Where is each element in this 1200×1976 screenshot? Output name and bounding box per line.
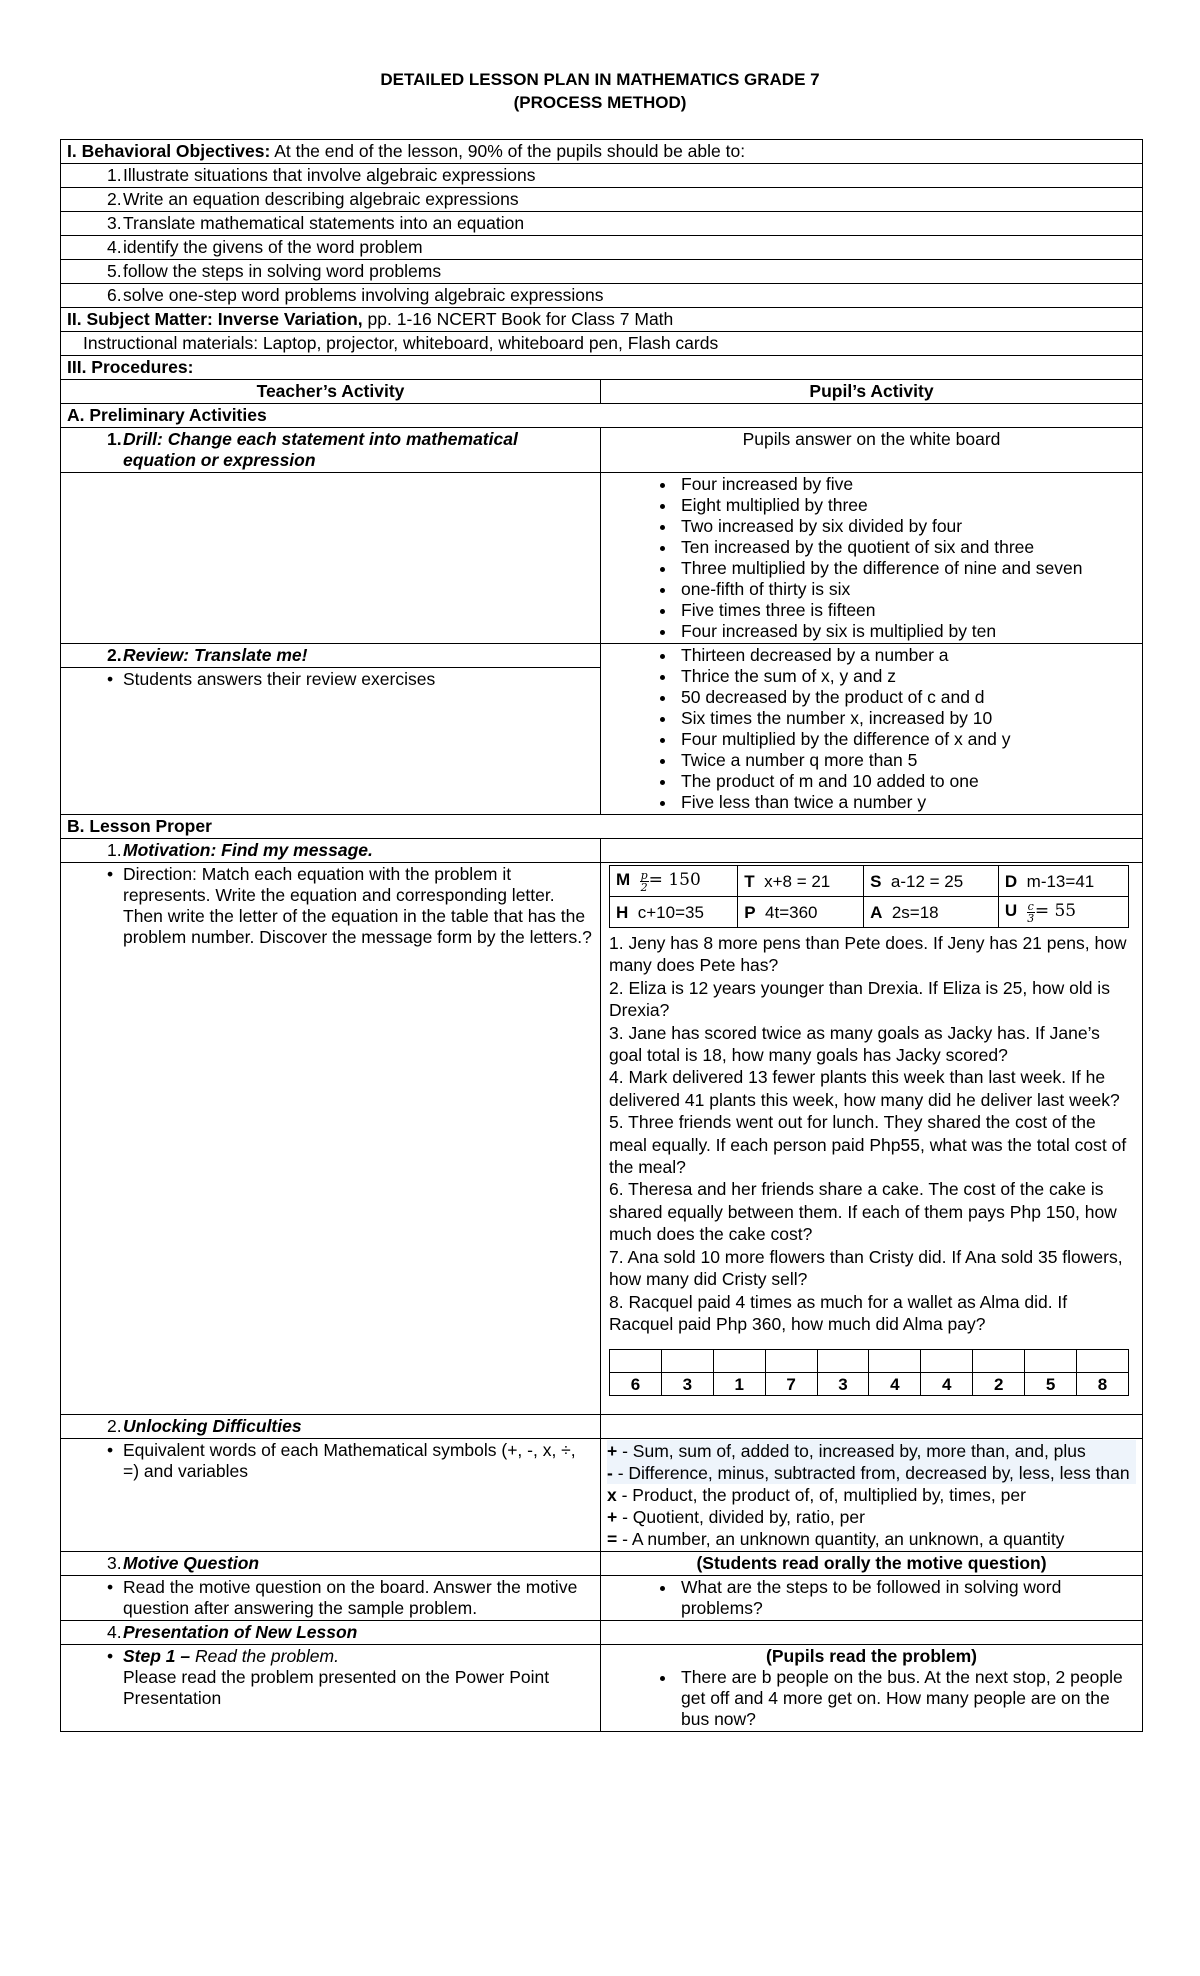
answer-number-row [610, 1373, 1129, 1396]
unlocking-row [61, 1415, 1143, 1439]
list-item: • There are b people on the bus. At the next stop, 2 people get off and 4 more get on. How many people are on the bus now? [677, 1667, 1136, 1730]
key-letter: T [744, 871, 755, 891]
symbol-words: - Difference, minus, subtracted from, decreased by, less, less than [612, 1463, 1130, 1484]
answer-number-cell: 3 [661, 1373, 713, 1396]
objective-row: 4. identify the givens of the word problem [61, 236, 1143, 260]
symbol-row [607, 1484, 1136, 1506]
motivation-title: Motivation: Find my message. [123, 840, 373, 860]
objective-row: 1. Illustrate situations that involve algebraic expressions [61, 164, 1143, 188]
review-teacher-activity: Students answers their review exercises [123, 669, 436, 689]
word-problem: 8. Racquel paid 4 times as much for a wallet as Alma did. If Racquel paid Php 360, how much did Alma pay? [609, 1291, 1068, 1334]
unlocking-teacher-activity: Equivalent words of each Mathematical symbols (+, -, x, ÷, =) and variables [123, 1440, 576, 1482]
answer-letter-cell[interactable] [765, 1350, 817, 1373]
symbol-row [607, 1440, 1136, 1462]
key-equation: c+10=35 [637, 902, 704, 922]
answer-number-cell: 7 [765, 1373, 817, 1396]
motive-number: 3. [107, 1553, 122, 1574]
fraction [640, 870, 649, 893]
subject-label: II. Subject Matter: Inverse Variation, [67, 309, 363, 329]
answer-letter-cell[interactable] [610, 1350, 662, 1373]
symbol: x [607, 1485, 617, 1506]
objective-row: 5. follow the steps in solving word problems [61, 260, 1143, 284]
answer-number-cell: 8 [1077, 1373, 1129, 1396]
answer-letter-cell[interactable] [661, 1350, 713, 1373]
document-title: DETAILED LESSON PLAN IN MATHEMATICS GRADE 7 [380, 70, 820, 89]
list-item: • Five times three is fifteen [677, 600, 1136, 621]
teacher-activity-header: Teacher’s Activity [61, 380, 601, 404]
table-row [610, 897, 1129, 928]
presentation-row [61, 1621, 1143, 1645]
symbol: = [607, 1529, 618, 1550]
word-problem: 1. Jeny has 8 more pens than Pete does. If Jeny has 21 pens, how many does Pete has? [609, 933, 1127, 976]
subject-reference: pp. 1-16 NCERT Book for Class 7 Math [367, 309, 674, 329]
list-item: • Ten increased by the quotient of six and three [677, 537, 1136, 558]
key-equation: a-12 = 25 [890, 871, 964, 891]
objective-item: follow the steps in solving word problems [123, 261, 442, 281]
step1-pupil-header: (Pupils read the problem) [766, 1646, 977, 1667]
answer-letter-cell[interactable] [1025, 1350, 1077, 1373]
key-cell [610, 866, 738, 897]
review-title: Review: Translate me! [123, 645, 308, 665]
objectives-intro: At the end of the lesson, 90% of the pupils should be able to: [274, 141, 746, 161]
drill-items-row [61, 473, 1143, 644]
answer-letter-row [610, 1350, 1129, 1373]
key-letter: A [870, 902, 883, 922]
key-letter: D [1004, 871, 1018, 891]
step1-detail: Please read the problem presented on the Power Point Presentation [123, 1667, 550, 1709]
drill-items-list [607, 474, 1136, 642]
unlocking-number: 2. [107, 1416, 122, 1437]
key-cell [864, 897, 999, 928]
key-equation: 4t=360 [765, 902, 818, 922]
motive-content-row: • Read the motive question on the board. Answer the motive question after answering the sample problem. • What are the steps to be followed in solving word problems? [61, 1576, 1143, 1621]
review-row: 2. Review: Translate me! • Students answers their review exercises • Thirteen decreased by a number a • Thrice the sum of x, y and z • 50 decreased by the product of c and d • Six times the number x, increased by 10 • Four multiplied by the difference of x and y • Twice a number q more than 5 • The product of m and 10 added to one • Five less than twice a number y [61, 644, 1143, 815]
objective-item: Translate mathematical statements into an equation [123, 213, 525, 233]
list-item: • Three multiplied by the difference of nine and seven [677, 558, 1136, 579]
list-item: • Thirteen decreased by a number a [677, 645, 1136, 666]
instructional-materials: Instructional materials: Laptop, projector, whiteboard, whiteboard pen, Flash cards [83, 333, 719, 353]
key-letter: U [1004, 901, 1018, 921]
objective-item: Illustrate situations that involve algebraic expressions [123, 165, 536, 185]
symbol-words: - A number, an unknown quantity, an unknown, a quantity [617, 1529, 1065, 1550]
motive-row [61, 1552, 1143, 1576]
answer-letter-cell[interactable] [713, 1350, 765, 1373]
symbol-words: - Sum, sum of, added to, increased by, more than, and, plus [617, 1441, 1086, 1462]
lesson-plan-table [60, 139, 1143, 1732]
symbol-row [607, 1462, 1136, 1484]
symbol: + [607, 1441, 618, 1462]
step1-row: • Step 1 – Read the problem. Please read the problem presented on the Power Point Presentation (Pupils read the problem) • There are b people on the bus. At the next stop, 2 people get off and 4 more get on. How many people are on the bus now? [61, 1645, 1143, 1732]
activity-header-row [61, 380, 1143, 404]
answer-letter-cell[interactable] [973, 1350, 1025, 1373]
key-cell [864, 866, 999, 897]
motive-teacher-activity: Read the motive question on the board. Answer the motive question after answering the sample problem. [123, 1577, 578, 1619]
unlocking-title: Unlocking Difficulties [123, 1416, 302, 1437]
list-item: • Thrice the sum of x, y and z [677, 666, 1136, 687]
motivation-direction: Direction: Match each equation with the problem it represents. Write the equation and corresponding letter. Then write the letter of the equation in the table that has the problem number. Discover the message form by the letters.? [123, 864, 592, 947]
key-letter: M [616, 870, 631, 890]
answer-letter-cell[interactable] [869, 1350, 921, 1373]
objective-item: identify the givens of the word problem [123, 237, 423, 257]
symbol-row [607, 1528, 1136, 1550]
objective-row: 2. Write an equation describing algebraic expressions [61, 188, 1143, 212]
answer-letter-cell[interactable] [921, 1350, 973, 1373]
step1-label: Step 1 – [123, 1646, 191, 1667]
answer-number-cell: 4 [921, 1373, 973, 1396]
list-item: • Four increased by five [677, 474, 1136, 495]
procedures-label: III. Procedures: [67, 357, 194, 377]
motivation-number: 1. [107, 840, 122, 860]
preliminary-label: A. Preliminary Activities [67, 405, 267, 425]
motive-pupil-header: (Students read orally the motive question) [601, 1552, 1143, 1576]
table-row [610, 866, 1129, 897]
answer-number-cell: 2 [973, 1373, 1025, 1396]
pupil-activity-header: Pupil’s Activity [601, 380, 1143, 404]
fraction-numerator: c [1027, 899, 1034, 913]
procedures-row [61, 356, 1143, 380]
symbol-meanings [601, 1439, 1143, 1552]
motivation-row [61, 839, 1143, 863]
word-problem: 7. Ana sold 10 more flowers than Cristy did. If Ana sold 35 flowers, how many did Cristy sell? [609, 1246, 1123, 1290]
drill-pupil-activity: Pupils answer on the white board [742, 429, 1001, 449]
objectives-header-row [61, 140, 1143, 164]
answer-number-cell: 4 [869, 1373, 921, 1396]
objective-item: Write an equation describing algebraic expressions [123, 189, 519, 209]
message-answer-table [609, 1349, 1129, 1396]
equation-key-table [609, 865, 1129, 928]
key-cell [738, 897, 864, 928]
key-equation: = 55 [1034, 901, 1077, 922]
answer-number-cell: 3 [817, 1373, 869, 1396]
word-problem: 3. Jane has scored twice as many goals as Jacky has. If Jane’s goal total is 18, how many goals has Jacky scored? [609, 1022, 1100, 1066]
list-item: • one-fifth of thirty is six [677, 579, 1136, 600]
list-item: • Four multiplied by the difference of x and y [677, 729, 1136, 750]
objective-row: 3. Translate mathematical statements into an equation [61, 212, 1143, 236]
word-problem: 2. Eliza is 12 years younger than Drexia. If Eliza is 25, how old is Drexia? [609, 977, 1110, 1021]
key-cell [998, 866, 1128, 897]
presentation-title: Presentation of New Lesson [123, 1622, 358, 1643]
subject-row [61, 308, 1143, 332]
drill-number: 1. [107, 429, 122, 449]
objective-row: 6. solve one-step word problems involving algebraic expressions [61, 284, 1143, 308]
list-item: • Two increased by six divided by four [677, 516, 1136, 537]
fraction [1027, 901, 1035, 924]
key-letter: S [870, 871, 882, 891]
key-equation: x+8 = 21 [764, 871, 831, 891]
key-letter: H [616, 902, 629, 922]
key-letter: P [744, 902, 756, 922]
symbol: + [607, 1507, 618, 1528]
step1-pupil-list [607, 1667, 1136, 1730]
key-cell [738, 866, 864, 897]
objectives-label: I. Behavioral Objectives: [67, 141, 271, 161]
answer-number-cell: 6 [610, 1373, 662, 1396]
fraction-denominator: 3 [1027, 911, 1035, 925]
motivation-content-row: • Direction: Match each equation with the problem it represents. Write the equation and corresponding letter. Then write the letter of the equation in the table that has the problem number. Discover the message form by the letters.? M $\frac{p}{2}$ = 150 T x+8 = 21 S a-12 = 25 D m-13=41 H c+10=35 P 4t=360 A 2s=18 U $\frac{c}{3}$ = 55 1. Jeny has 8 more pens than Pete does. If Jeny has 21 pens, how many does Pete has? 2. Eliza is 12 years younger than Drexia. If Eliza is 25, how old is Drexia? 3. Jane has scored twice as many goals as Jacky has. If Jane’s goal total is 18, how many goals has Jacky scored? 4. Mark delivered 13 fewer plants this week than last week. If he delivered 41 plants this week, how many did he deliver last week? 5. Three friends went out for lunch. They shared the cost of the meal equally. If each person paid Php55, what was the total cost of the meal? 6. Theresa and her friends share a cake. The cost of the cake is shared equally between them. If each of them pays Php 150, how much does the cake cost? 7. Ana sold 10 more flowers than Cristy did. If Ana sold 35 flowers, how many did Cristy sell? 8. Racquel paid 4 times as much for a wallet as Alma did. If Racquel paid Php 360, how much did Alma pay? 6 3 1 7 3 4 4 2 5 8 [61, 863, 1143, 1415]
lesson-proper-label: B. Lesson Proper [67, 816, 212, 836]
list-item: • 50 decreased by the product of c and d [677, 687, 1136, 708]
fraction-numerator: p [640, 868, 648, 882]
objective-item: solve one-step word problems involving algebraic expressions [123, 285, 604, 305]
key-equation: = 150 [648, 870, 701, 891]
key-cell [998, 897, 1128, 928]
motive-pupil-list [607, 1577, 1136, 1619]
document-subtitle: (PROCESS METHOD) [513, 93, 687, 112]
answer-letter-cell[interactable] [1077, 1350, 1129, 1373]
list-item: • The product of m and 10 added to one [677, 771, 1136, 792]
step1-text: Read the problem. [195, 1646, 339, 1667]
list-item: • Four increased by six is multiplied by ten [677, 621, 1136, 642]
symbol-words: - Quotient, divided by, ratio, per [617, 1507, 865, 1528]
answer-number-cell: 5 [1025, 1373, 1077, 1396]
drill-title: Drill: Change each statement into mathematical equation or expression [123, 429, 518, 470]
key-cell [610, 897, 738, 928]
review-number: 2. [107, 645, 122, 665]
drill-row [61, 428, 1143, 473]
symbol-row [607, 1506, 1136, 1528]
symbol: - [607, 1463, 613, 1484]
list-item: • Six times the number x, increased by 10 [677, 708, 1136, 729]
symbol-words: - Product, the product of, of, multiplied by, times, per [616, 1485, 1026, 1506]
fraction-denominator: 2 [640, 880, 648, 894]
motive-title: Motive Question [123, 1553, 260, 1574]
preliminary-row [61, 404, 1143, 428]
list-item: • Five less than twice a number y [677, 792, 1136, 813]
key-equation: m-13=41 [1026, 871, 1095, 891]
list-item: • Eight multiplied by three [677, 495, 1136, 516]
word-problems [603, 932, 1140, 1335]
unlocking-content-row: • Equivalent words of each Mathematical symbols (+, -, x, ÷, =) and variables + - Sum, sum of, added to, increased by, more than, and, plus - - Difference, minus, subtracted from, decreased by, less, less than x - Product, the product of, of, multiplied by, times, per + - Quotient, divided by, ratio, per = - A number, an unknown quantity, an unknown, a quantity [61, 1439, 1143, 1552]
review-items-list [607, 645, 1136, 813]
word-problem: 4. Mark delivered 13 fewer plants this week than last week. If he delivered 41 plants this week, how many did he deliver last week? [609, 1067, 1120, 1110]
list-item: • Twice a number q more than 5 [677, 750, 1136, 771]
materials-row [61, 332, 1143, 356]
word-problem: 5. Three friends went out for lunch. They shared the cost of the meal equally. If each person paid Php55, what was the total cost of the meal? [609, 1112, 1127, 1178]
answer-letter-cell[interactable] [817, 1350, 869, 1373]
lesson-proper-row [61, 815, 1143, 839]
list-item: • What are the steps to be followed in solving word problems? [677, 1577, 1136, 1619]
key-equation: 2s=18 [891, 902, 939, 922]
word-problem: 6. Theresa and her friends share a cake. The cost of the cake is shared equally between them. If each of them pays Php 150, how much does the cake cost? [609, 1179, 1117, 1245]
answer-number-cell: 1 [713, 1373, 765, 1396]
presentation-number: 4. [107, 1622, 122, 1643]
